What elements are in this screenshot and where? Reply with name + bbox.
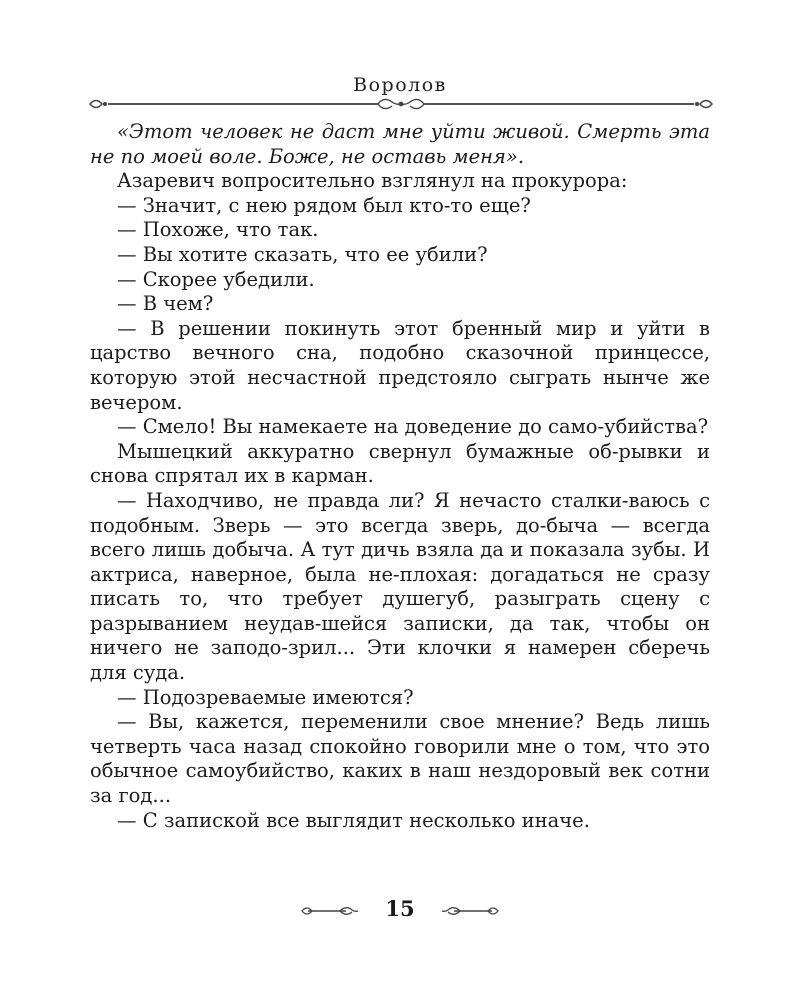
body-text <box>90 120 710 833</box>
quoted-note-paragraph: «Этот человек не даст мне уйти живой. Смерть эта не по моей воле. Боже, не оставь меня». <box>90 120 710 168</box>
paragraph: — Похоже, что так. <box>117 218 319 242</box>
page-number: 15 <box>385 896 415 921</box>
running-header: Воролов <box>353 74 447 96</box>
footer-ornament-left <box>300 904 360 918</box>
footer-ornament-right <box>440 904 500 918</box>
paragraph: — Скорее убедили. <box>117 267 315 291</box>
paragraph: — Смело! Вы намекаете на доведение до само-убийства? <box>117 415 709 439</box>
paragraph: — Находчиво, не правда ли? Я нечасто сталки-ваюсь с подобным. Зверь — это всегда зверь, до-быча — всегда всего лишь добыча. А тут дичь взяла да и показала зубы. И актриса, наверное, была не-плохая: догадаться не сразу писать то, что требует душегуб, разыграть сцену с разрыванием неудав-шейся записки, да так, чтобы он ничего не заподо-зрил... Эти клочки я намерен сберечь для суда. <box>90 488 710 685</box>
paragraph: — С запиской все выглядит несколько иначе. <box>117 808 590 832</box>
paragraph: — Значит, с нею рядом был кто-то еще? <box>117 193 531 217</box>
paragraph: — Вы, кажется, переменили свое мнение? Ведь лишь четверть часа назад спокойно говорили мне о том, что это обычное самоубийство, каких в наш нездоровый век сотни за год... <box>90 710 710 808</box>
paragraph: — Подозреваемые имеются? <box>117 685 414 709</box>
header-ornament-rule <box>88 95 714 113</box>
paragraph: — В чем? <box>117 292 214 316</box>
paragraph: — Вы хотите сказать, что ее убили? <box>117 242 488 266</box>
page-footer <box>0 896 800 926</box>
paragraph: — В решении покинуть этот бренный мир и уйти в царство вечного сна, подобно сказочной принцессе, которую этой несчастной предстояло сыграть нынче же вечером. <box>90 316 710 414</box>
paragraph: Азаревич вопросительно взглянул на прокурора: <box>117 169 628 193</box>
paragraph: Мышецкий аккуратно свернул бумажные об-рывки и снова спрятал их в карман. <box>90 439 710 488</box>
